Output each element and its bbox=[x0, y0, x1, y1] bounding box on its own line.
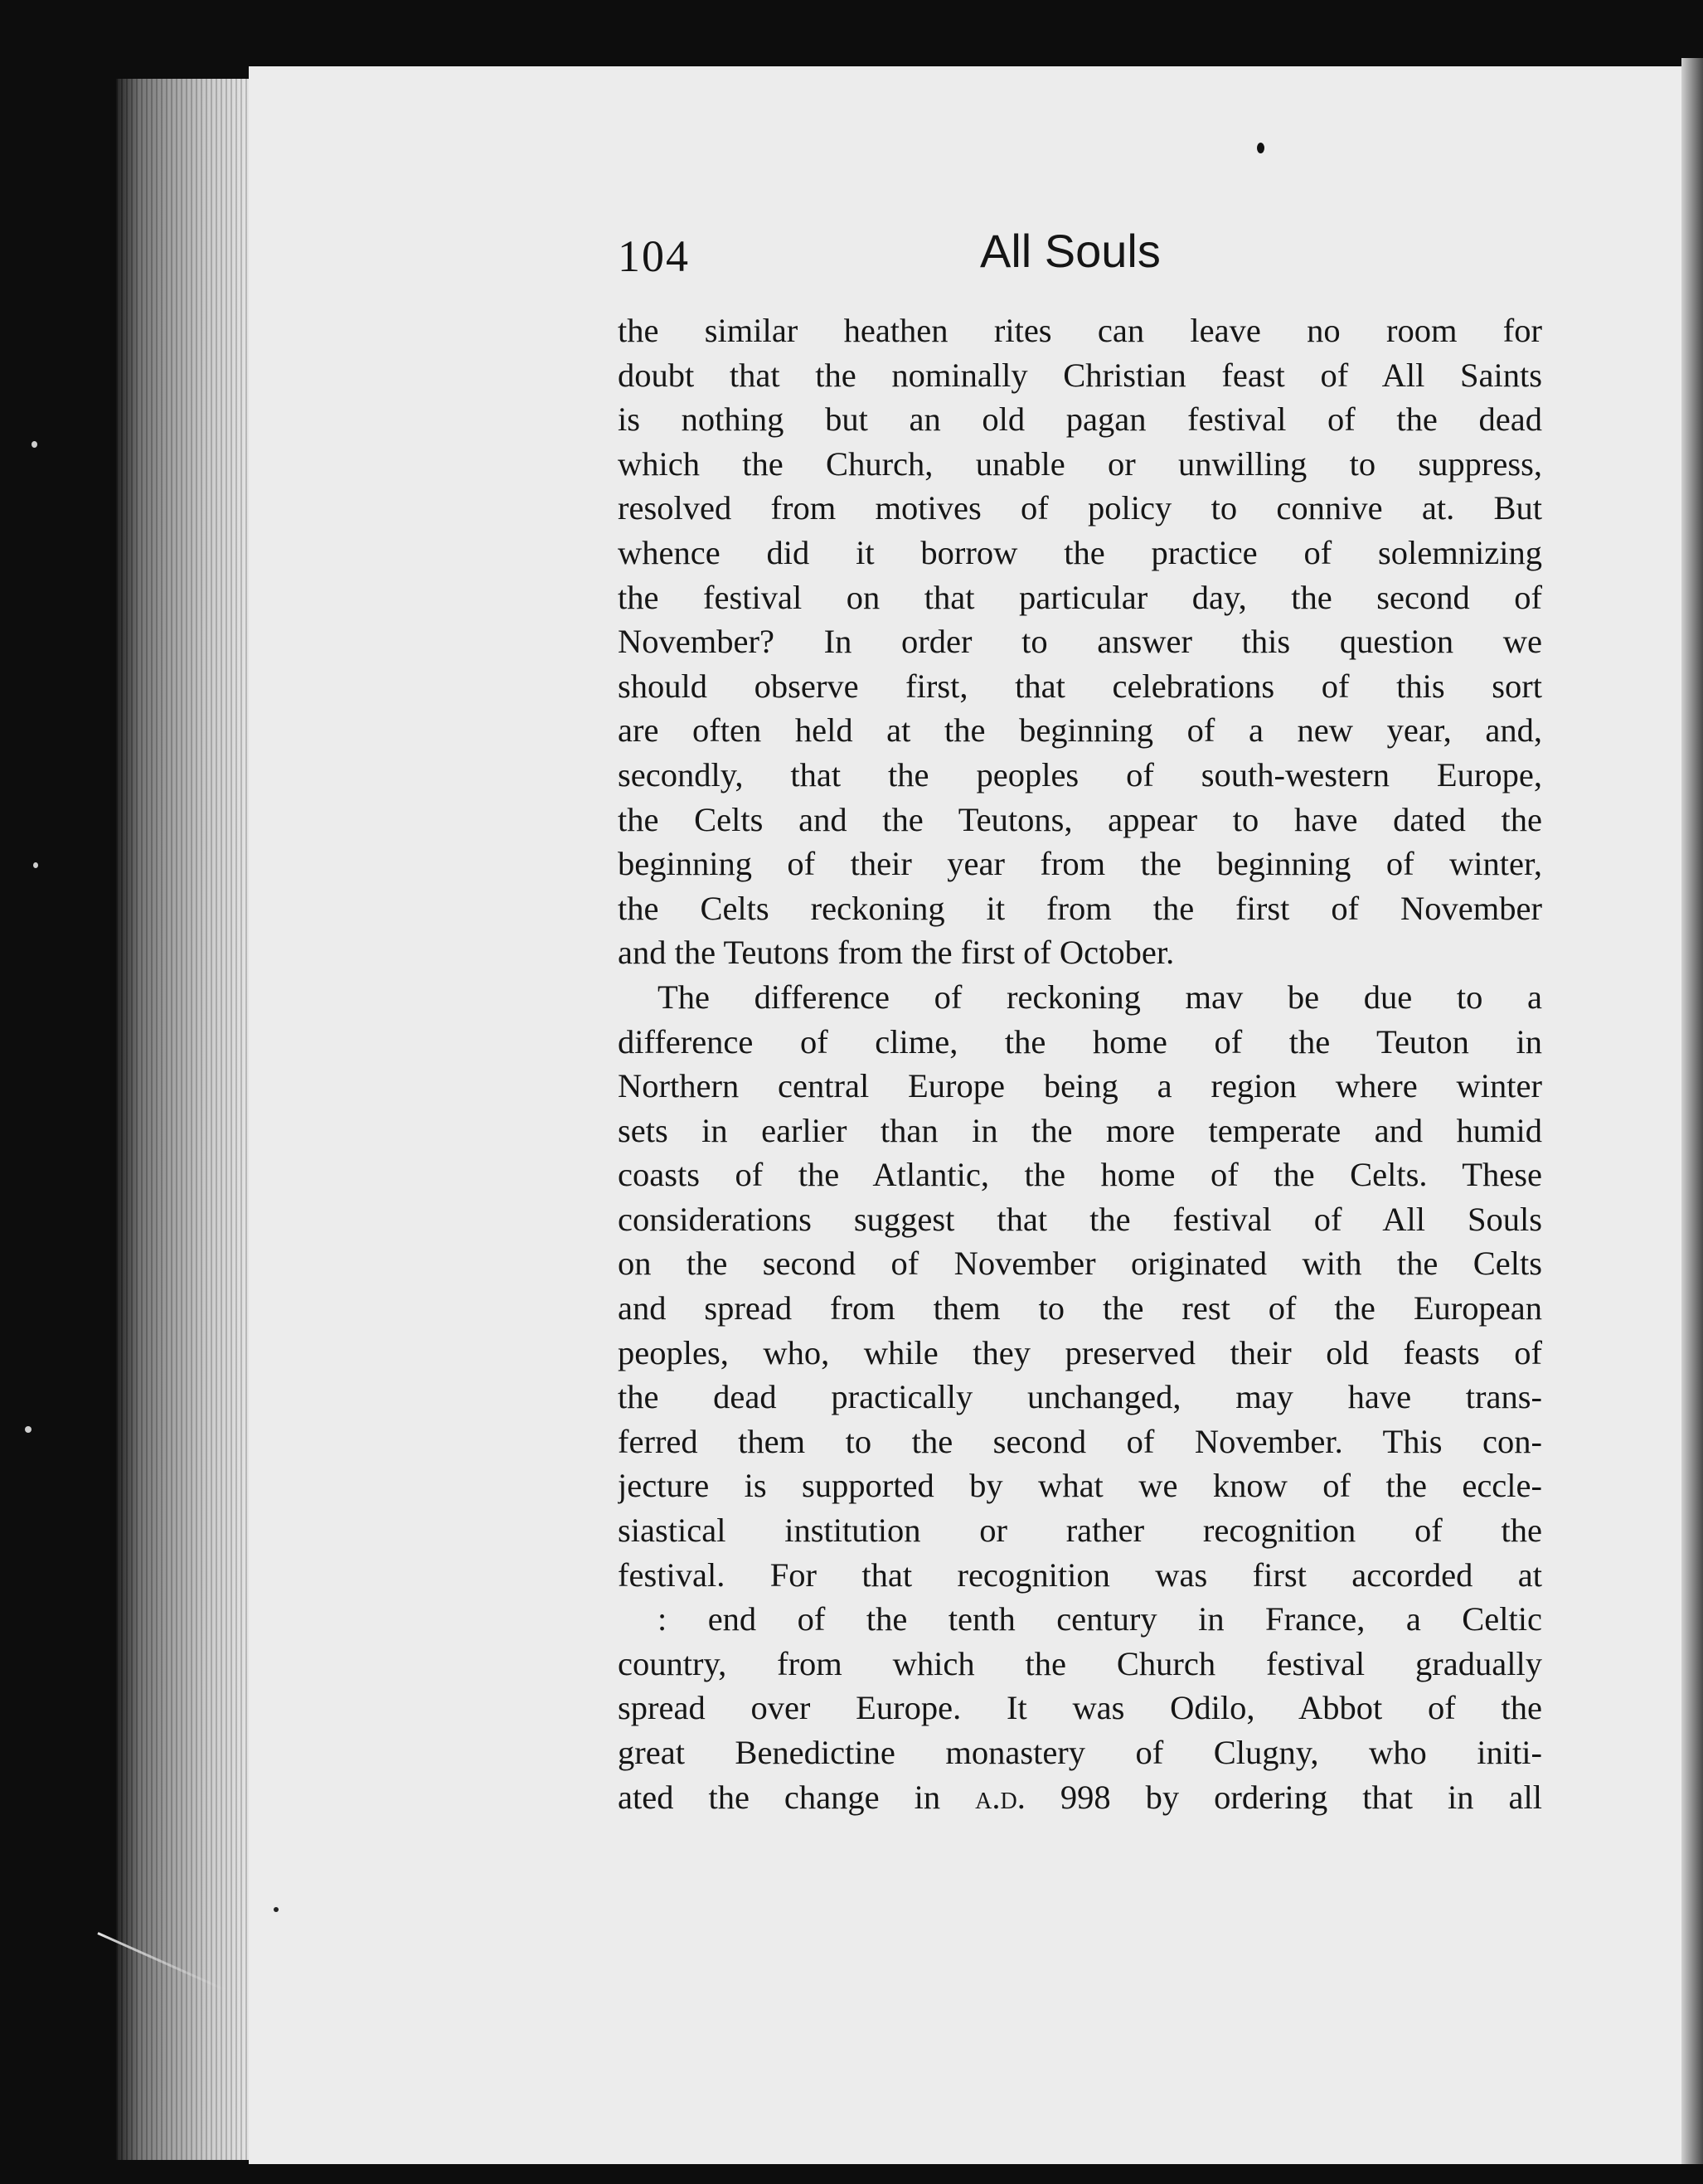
text-line: November? In order to answer this question we bbox=[618, 623, 1542, 661]
dust-speck bbox=[25, 1426, 32, 1433]
text-line: : end of the tenth century in France, a Celtic bbox=[657, 1600, 1542, 1638]
text-line: country, from which the Church festival gradually bbox=[618, 1644, 1542, 1682]
text-line: secondly, that the peoples of south-western Europe, bbox=[618, 755, 1542, 794]
text-line: and spread from them to the rest of the European bbox=[618, 1289, 1542, 1327]
paragraph-end-line: and the Teutons from the first of October. bbox=[618, 934, 1175, 972]
text-line: on the second of November originated with the Celts bbox=[618, 1245, 1542, 1283]
text-line: the festival on that particular day, the second of bbox=[618, 578, 1542, 616]
running-head bbox=[618, 224, 1542, 290]
text-line: doubt that the nominally Christian feast of All Saints bbox=[618, 356, 1542, 394]
text-line: festival. For that recognition was first accorded at bbox=[618, 1555, 1542, 1594]
text-line: difference of clime, the home of the Teuton in bbox=[618, 1022, 1542, 1060]
text-line: which the Church, unable or unwilling to suppress, bbox=[618, 444, 1542, 483]
text-line: the Celts and the Teutons, appear to have dated the bbox=[618, 800, 1542, 838]
page-number: 104 bbox=[618, 231, 690, 281]
text-line: are often held at the beginning of a new year, and, bbox=[618, 711, 1542, 750]
text-line: the Celts reckoning it from the first of November bbox=[618, 889, 1542, 927]
final-text-line bbox=[618, 1775, 1542, 1820]
right-binding-edge bbox=[1681, 58, 1703, 2164]
text-line: spread over Europe. It was Odilo, Abbot of the bbox=[618, 1689, 1542, 1727]
text-line: whence did it borrow the practice of solemnizing bbox=[618, 533, 1542, 571]
dust-speck bbox=[33, 862, 38, 868]
text-line: siastical institution or rather recognition of the bbox=[618, 1512, 1542, 1550]
text-line: sets in earlier than in the more temperate and humid bbox=[618, 1111, 1542, 1149]
text-line: the similar heathen rites can leave no room for bbox=[618, 312, 1542, 349]
text-line: ferred them to the second of November. This con- bbox=[618, 1422, 1542, 1460]
text-line: Northern central Europe being a region where winter bbox=[618, 1067, 1542, 1105]
book-page-edges bbox=[116, 79, 249, 2160]
text-line: considerations suggest that the festival of All Souls bbox=[618, 1200, 1542, 1238]
dust-speck bbox=[274, 1907, 279, 1912]
running-title: All Souls bbox=[980, 225, 1161, 277]
paragraph-start-line: The difference of reckoning mav be due to a bbox=[657, 978, 1542, 1016]
text-line: is nothing but an old pagan festival of the dead bbox=[618, 400, 1542, 439]
final-line-start: ated the change in bbox=[618, 1778, 976, 1816]
final-line-end: 998 by ordering that in all bbox=[1025, 1778, 1542, 1816]
text-line: should observe first, that celebrations of this sort bbox=[618, 667, 1542, 705]
text-line: jecture is supported by what we know of the eccle- bbox=[618, 1467, 1542, 1505]
dust-speck bbox=[32, 441, 37, 448]
text-line: coasts of the Atlantic, the home of the Celts. These bbox=[618, 1156, 1542, 1194]
text-line: resolved from motives of policy to connive at. But bbox=[618, 489, 1542, 527]
text-line: peoples, who, while they preserved their old feasts of bbox=[618, 1333, 1542, 1371]
text-line: beginning of their year from the beginning of winter, bbox=[618, 845, 1542, 883]
body-text bbox=[618, 308, 1542, 1819]
ink-speck bbox=[1257, 143, 1264, 153]
era-abbreviation: a.d. bbox=[975, 1778, 1026, 1816]
text-line: the dead practically unchanged, may have trans- bbox=[618, 1378, 1542, 1416]
text-line: great Benedictine monastery of Clugny, who initi- bbox=[618, 1734, 1542, 1771]
